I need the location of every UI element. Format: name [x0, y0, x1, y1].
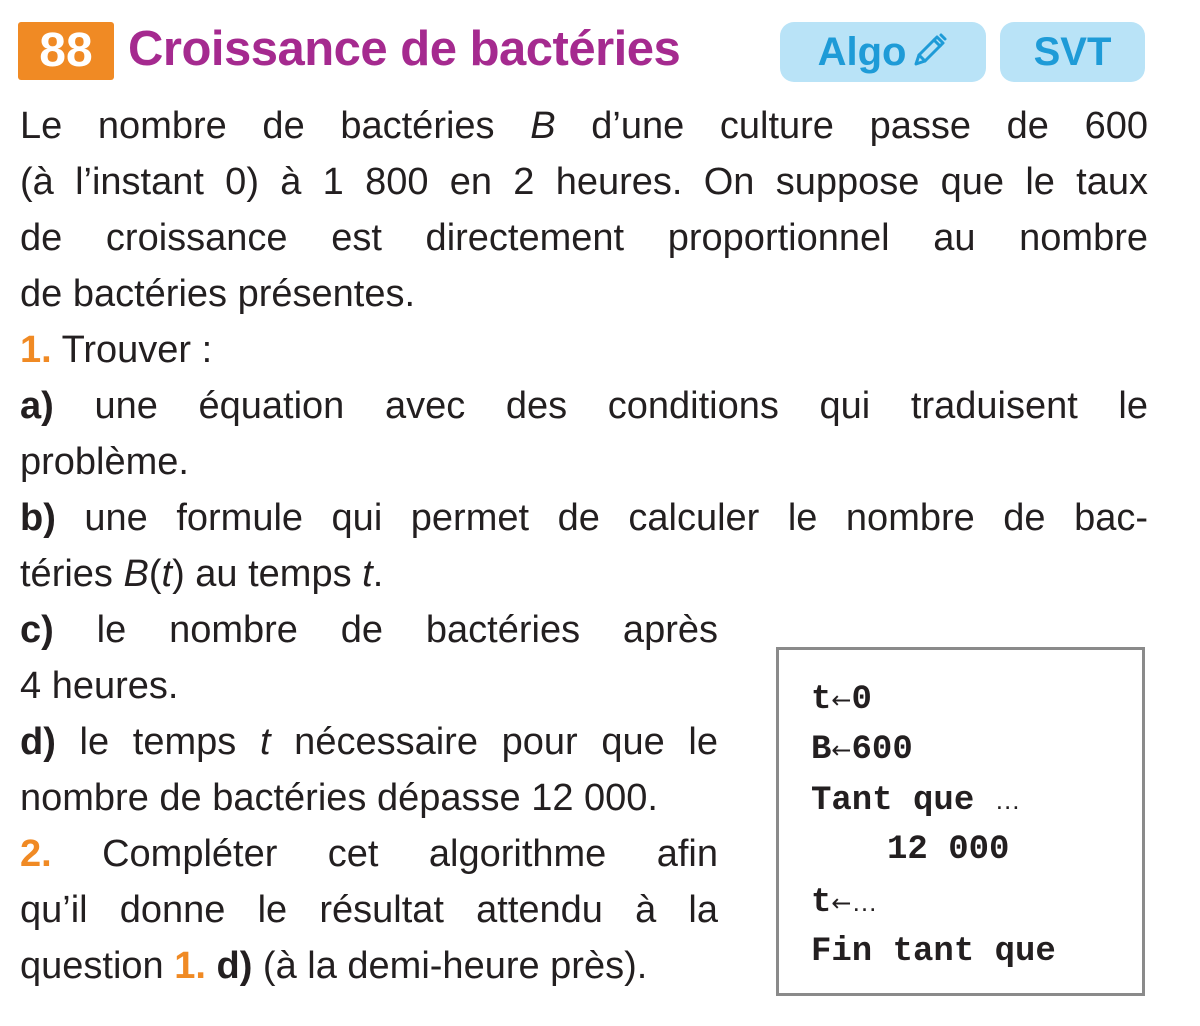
variable-t: t	[161, 553, 173, 595]
assignment-arrow-icon: ←	[831, 736, 852, 764]
sub-question-letter: c)	[20, 609, 54, 651]
text: (à la demi-heure près).	[252, 945, 648, 987]
question-1a-line-2: problème.	[20, 441, 189, 483]
intro-line-1	[20, 98, 1148, 154]
exercise-header	[0, 0, 1200, 100]
question-number: 2.	[20, 833, 52, 875]
algo-line-1	[811, 678, 872, 722]
variable-b: B	[530, 105, 556, 147]
question-1b-line-1	[20, 490, 1148, 546]
svt-tag: SVT	[1000, 22, 1145, 82]
text: question	[20, 945, 175, 987]
question-1c-line-2: 4 heures.	[20, 665, 179, 707]
algo-tag-label: Algo	[817, 30, 907, 74]
sub-question-text: une équation avec des conditions qui traduisent le	[53, 385, 1148, 427]
intro-text: d’une culture passe de 600	[555, 105, 1148, 147]
text: nécessaire pour que le	[270, 721, 719, 763]
variable-t: t	[259, 721, 271, 763]
algo-line-3	[811, 778, 1021, 823]
text: ) au temps	[172, 553, 363, 595]
algo-line-4: 12 000	[887, 831, 1010, 869]
question-1d-line-2: nombre de bactéries dépasse 12 000.	[20, 777, 658, 819]
sub-question-text: une formule qui permet de calculer le nombre de bac-	[55, 497, 1148, 539]
intro-line-3: de croissance est directement proportionnel au nombre	[20, 217, 1148, 259]
variable-t: t	[362, 553, 373, 595]
text: .	[372, 553, 384, 595]
variable-b: B	[123, 553, 149, 595]
intro-text: Le nombre de bactéries	[20, 105, 531, 147]
sub-question-letter: d)	[20, 721, 56, 763]
question-1c-line-1	[20, 602, 718, 658]
algo-variable: B	[811, 731, 832, 769]
sub-question-text: le nombre de bactéries après	[53, 609, 718, 651]
assignment-arrow-icon: ←	[831, 686, 852, 714]
question-text: Compléter cet algorithme afin	[51, 833, 718, 875]
exercise-title: Croissance de bactéries	[128, 22, 681, 76]
question-reference-letter: d)	[205, 945, 253, 987]
algo-variable: t	[811, 681, 832, 719]
algo-variable: t	[811, 884, 832, 922]
text: le temps	[55, 721, 260, 763]
question-1b-line-2	[20, 546, 1148, 602]
assignment-arrow-icon: ←	[831, 889, 852, 917]
question-label: Trouver :	[51, 329, 213, 371]
pencil-icon	[910, 31, 948, 69]
algo-line-5	[811, 880, 878, 925]
question-1d-line-1	[20, 714, 718, 770]
algo-value: 600	[851, 731, 913, 769]
sub-question-letter: b)	[20, 497, 56, 539]
text: (	[148, 553, 162, 595]
question-number: 1.	[20, 329, 52, 371]
question-reference-number: 1.	[174, 945, 206, 987]
intro-line-2: (à l’instant 0) à 1 800 en 2 heures. On suppose que le taux	[20, 161, 1148, 203]
text: téries	[20, 553, 124, 595]
question-2-line-1	[20, 826, 718, 882]
algo-value: 0	[851, 681, 872, 719]
intro-line-4: de bactéries présentes.	[20, 273, 416, 315]
algo-line-2	[811, 728, 913, 772]
algo-blank: …	[994, 785, 1021, 815]
algo-tag	[780, 22, 986, 82]
question-1a-line-1	[20, 378, 1148, 434]
algo-keyword: Tant que	[811, 782, 995, 820]
algo-blank: …	[851, 887, 878, 917]
question-2-line-2: qu’il donne le résultat attendu à la	[20, 889, 718, 931]
question-1-heading	[20, 322, 1148, 378]
exercise-number-badge: 88	[18, 22, 114, 80]
algorithm-box	[776, 647, 1145, 996]
algo-line-6: Fin tant que	[811, 933, 1056, 971]
sub-question-letter: a)	[20, 385, 54, 427]
